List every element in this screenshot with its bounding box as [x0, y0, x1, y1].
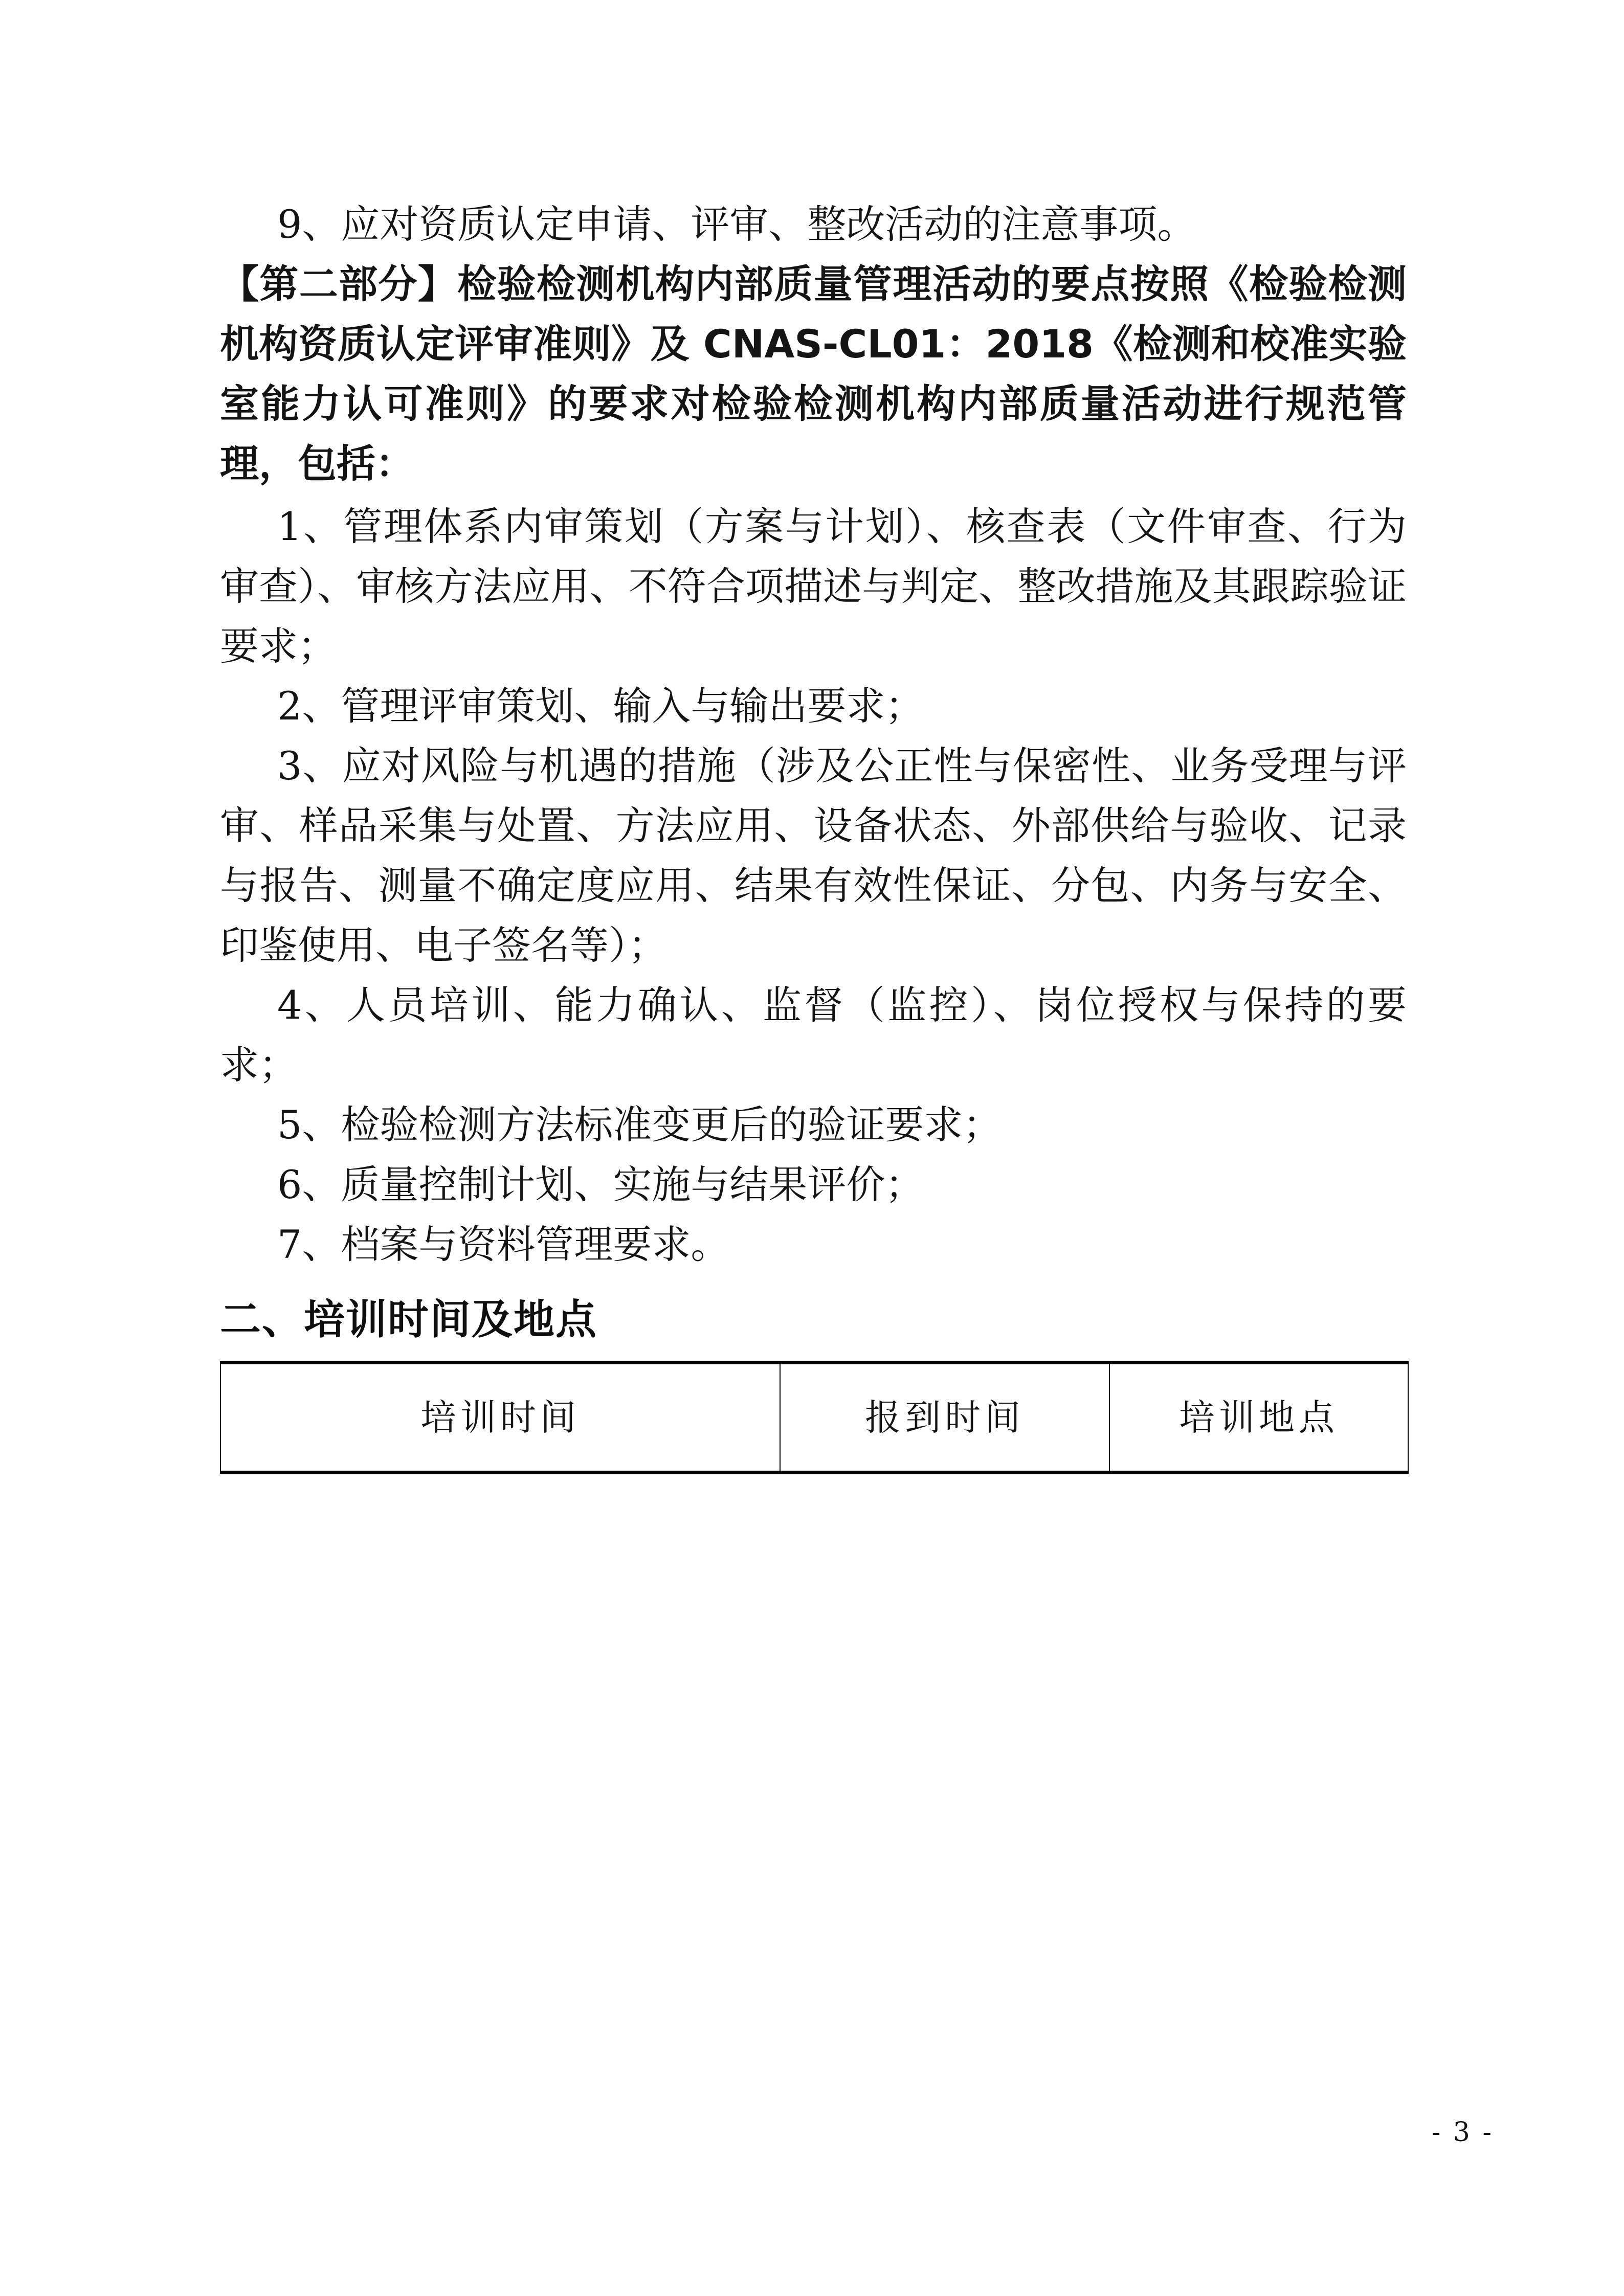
table-header-row	[220, 1363, 1408, 1472]
list-item: 5、检验检测方法标准变更后的验证要求；	[277, 1102, 1002, 1147]
list-item: 1、管理体系内审策划（方案与计划）、核查表（文件审查、行为审查）、审核方法应用、不符合项描述与判定、整改措施及其跟踪验证要求；	[220, 504, 1407, 669]
part-two-paragraph: 【第二部分】检验检测机构内部质量管理活动的要点按照《检验检测机构资质认定评审准则》及 CNAS-CL01：2018《检测和校准实验室能力认可准则》的要求对检验检测机构内部质量活动进行规范管理，包括：	[220, 261, 1407, 486]
list-item: 7、档案与资料管理要求。	[277, 1222, 730, 1267]
page-number: - 3 -	[1431, 2117, 1494, 2148]
list-item: 2、管理评审策划、输入与输出要求；	[277, 683, 924, 729]
table-header-training-location: 培训地点	[1109, 1363, 1408, 1472]
training-schedule-table-wrapper	[220, 1361, 1407, 1474]
list-item: 4、人员培训、能力确认、监督（监控）、岗位授权与保持的要求；	[220, 982, 1407, 1088]
section-heading-training-time-location: 二、培训时间及地点	[220, 1296, 597, 1343]
table-header-report-time: 报到时间	[780, 1363, 1109, 1472]
carry-over-list-item: 9、应对资质认定申请、评审、整改活动的注意事项。	[277, 201, 1196, 247]
list-item: 3、应对风险与机遇的措施（涉及公正性与保密性、业务受理与评审、样品采集与处置、方法应用、设备状态、外部供给与验收、记录与报告、测量不确定度应用、结果有效性保证、分包、内务与安全、印鉴使用、电子签名等）；	[220, 743, 1407, 968]
page-content	[220, 194, 1407, 1474]
table-header-training-time: 培训时间	[220, 1363, 780, 1472]
list-item: 6、质量控制计划、实施与结果评价；	[277, 1162, 924, 1207]
training-schedule-table	[220, 1361, 1409, 1474]
